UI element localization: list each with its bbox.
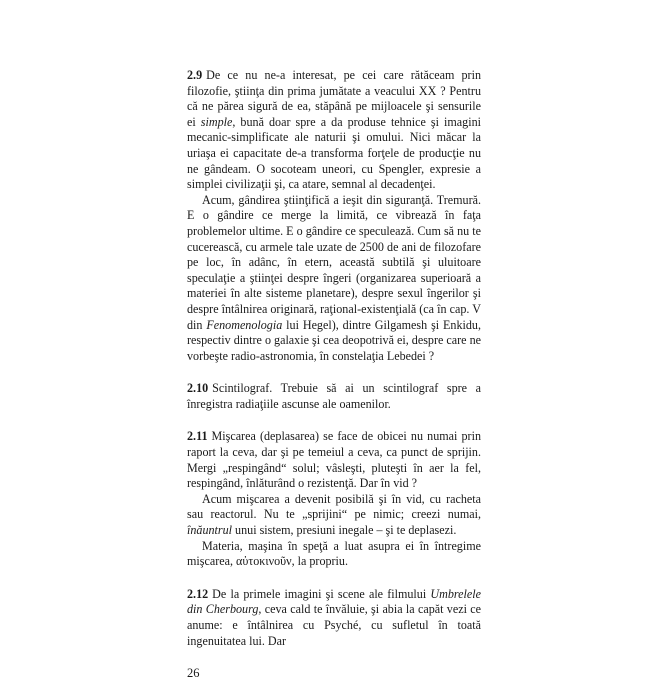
paragraph xyxy=(187,381,481,412)
text-run: De ce nu ne-a interesat, pe cei care rătăceam prin filozofie, ştiinţa din prima jumătate a veacului XX ? Pentru că ne părea sigură de ea, stăpână pe mijloacele şi sensurile ei xyxy=(187,68,481,129)
section-gap xyxy=(187,570,481,587)
section-number: 2.9 xyxy=(187,68,203,82)
paragraph xyxy=(187,492,481,539)
text-run: Scintilograf. Trebuie să ai un scintilograf spre a înregistra radiaţiile ascunse ale oamenilor. xyxy=(187,381,481,411)
italic-text: Umbrelele din Cherbourg xyxy=(187,586,481,617)
section-number: 2.11 xyxy=(187,429,208,444)
section-number: 2.10 xyxy=(187,381,209,396)
italic-text: Fenomenologia xyxy=(206,317,283,332)
text-run: unui sistem, presiuni inegale – şi te deplasezi. xyxy=(232,523,457,538)
paragraph xyxy=(187,429,481,491)
section-list xyxy=(187,68,481,649)
paragraph xyxy=(187,68,481,193)
section-2-9 xyxy=(187,68,481,364)
book-page xyxy=(187,68,481,682)
paragraph xyxy=(187,539,481,570)
italic-text: simple xyxy=(200,114,233,129)
text-run: , bună doar spre a da produse tehnice şi imagini mecanic-simplificate ale naturii şi omului. Nici măcar la uriaşa ei capacitate de-a transforma forţele de producţie nu ne gândeam. O socoteam uneori, cu Spengler, expresie a simplei civilizaţii şi, ca atare, semnal al decadenţei. xyxy=(187,114,481,192)
page-number: 26 xyxy=(187,666,200,681)
text-run: De la primele imagini şi scene ale filmului xyxy=(212,586,431,601)
text-run: Acum, gândirea ştiinţifică a ieşit din siguranţă. Tremură. E o gândire ce merge la limită, ce vibrează în faţa problemelor ultime. E o gândire ce speculează. Cum să nu te cucerească, cu armele tale uzate de 2500 de ani de filozofare pe loc, în adânc, în etern, această subtilă şi uluitoare speculaţie a ştiinţei despre îngeri (organizarea superioară a materiei în alte sisteme planetare), despre sexul îngerilor şi despre întâlnirea originară, raţional-existenţială (ca în cap. V din xyxy=(187,192,481,332)
section-2-10 xyxy=(187,381,481,412)
text-run: Acum mişcarea a devenit posibilă şi în vid, cu racheta sau reactorul. Nu te „sprijini“ pe nimic; creezi numai, xyxy=(187,491,481,522)
text-run: , ceva cald te învăluie, şi abia la capăt vezi ce anume: e întâlnirea cu Psyché, cu sufletul în toată ingenuitatea lui. Dar xyxy=(187,602,481,648)
section-2-12 xyxy=(187,587,481,649)
section-2-11 xyxy=(187,429,481,569)
text-run: Mişcarea (deplasarea) se face de obicei nu numai prin raport la ceva, dar şi pe temeiul a ceva, ca punct de sprijin. Mergi „respingând“ solul; vâsleşti, pluteşti în aer la fel, respingând, înlăturând o rezistenţă. Dar în vid ? xyxy=(187,429,481,491)
italic-text: înăuntrul xyxy=(187,523,233,538)
section-gap xyxy=(187,364,481,381)
paragraph xyxy=(187,587,481,649)
section-gap xyxy=(187,412,481,429)
section-number: 2.12 xyxy=(187,586,209,601)
text-run: Materia, maşina în speţă a luat asupra ei în întregime mişcarea, αὐτοκινοῦν, la propriu. xyxy=(187,538,481,569)
text-run: lui Hegel), dintre Gilgamesh şi Enkidu, respectiv dintre o galaxie şi cea deopotrivă ei, despre care ne vorbeşte radio-astronomia, în constelaţia Lebedei ? xyxy=(187,317,481,363)
paragraph xyxy=(187,193,481,365)
